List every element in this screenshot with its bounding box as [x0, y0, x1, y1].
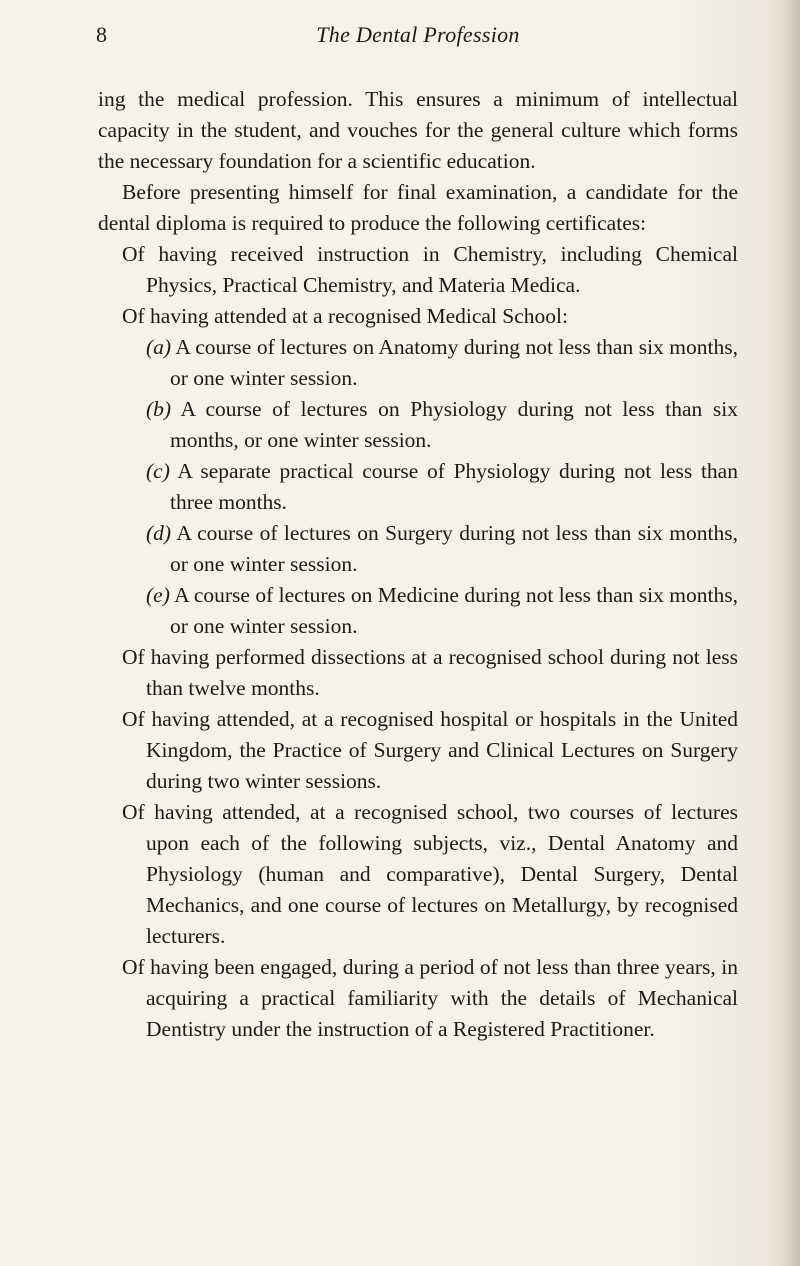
sub-label: (e) — [146, 583, 170, 607]
sub-text: A separate practical course of Physiology during not less than three months. — [170, 459, 738, 514]
sub-label: (c) — [146, 459, 170, 483]
sub-text: A course of lectures on Medicine during not less than six months, or one winter session. — [170, 583, 738, 638]
sub-text: A course of lectures on Physiology during not less than six months, or one winter session. — [170, 397, 738, 452]
sub-requirement-e — [98, 580, 738, 642]
requirement-dissections: Of having performed dissections at a recognised school during not less than twelve months. — [122, 645, 738, 700]
requirement-chemistry: Of having received instruction in Chemistry, including Chemical Physics, Practical Chemistry, and Materia Medica. — [122, 242, 738, 297]
paragraph-continued: ing the medical profession. This ensures a minimum of intellectual capacity in the student, and vouches for the general culture which forms the necessary foundation for a scientific education. — [98, 87, 738, 173]
body-text — [98, 84, 738, 1045]
page-edge-shadow — [782, 0, 800, 1266]
page-number: 8 — [96, 22, 107, 47]
requirement-dental-lectures: Of having attended, at a recognised school, two courses of lectures upon each of the following subjects, viz., Dental Anatomy and Physiology (human and comparative), Dental Surgery, Dental Mechanics, and one course of lectures on Metallurgy, by recognised lecturers. — [122, 800, 738, 948]
sub-text: A course of lectures on Surgery during not less than six months, or one winter session. — [170, 521, 738, 576]
sub-text: A course of lectures on Anatomy during not less than six months, or one winter session. — [170, 335, 738, 390]
sub-requirement-d — [98, 518, 738, 580]
sub-label: (b) — [146, 397, 172, 421]
sub-label: (d) — [146, 521, 172, 545]
paragraph-certificates-intro: Before presenting himself for final examination, a candidate for the dental diploma is required to produce the following certificates: — [98, 180, 738, 235]
requirement-mechanical-dentistry: Of having been engaged, during a period of not less than three years, in acquiring a practical familiarity with the details of Mechanical Dentistry under the instruction of a Registered Practitioner. — [122, 955, 738, 1041]
sub-requirement-c — [98, 456, 738, 518]
sub-requirement-a — [98, 332, 738, 394]
page-header — [0, 22, 800, 52]
requirement-medical-school: Of having attended at a recognised Medical School: — [122, 304, 568, 328]
sub-requirement-b — [98, 394, 738, 456]
sub-label: (a) — [146, 335, 172, 359]
running-title: The Dental Profession — [316, 22, 520, 47]
requirement-hospital: Of having attended, at a recognised hospital or hospitals in the United Kingdom, the Practice of Surgery and Clinical Lectures on Surgery during two winter sessions. — [122, 707, 738, 793]
